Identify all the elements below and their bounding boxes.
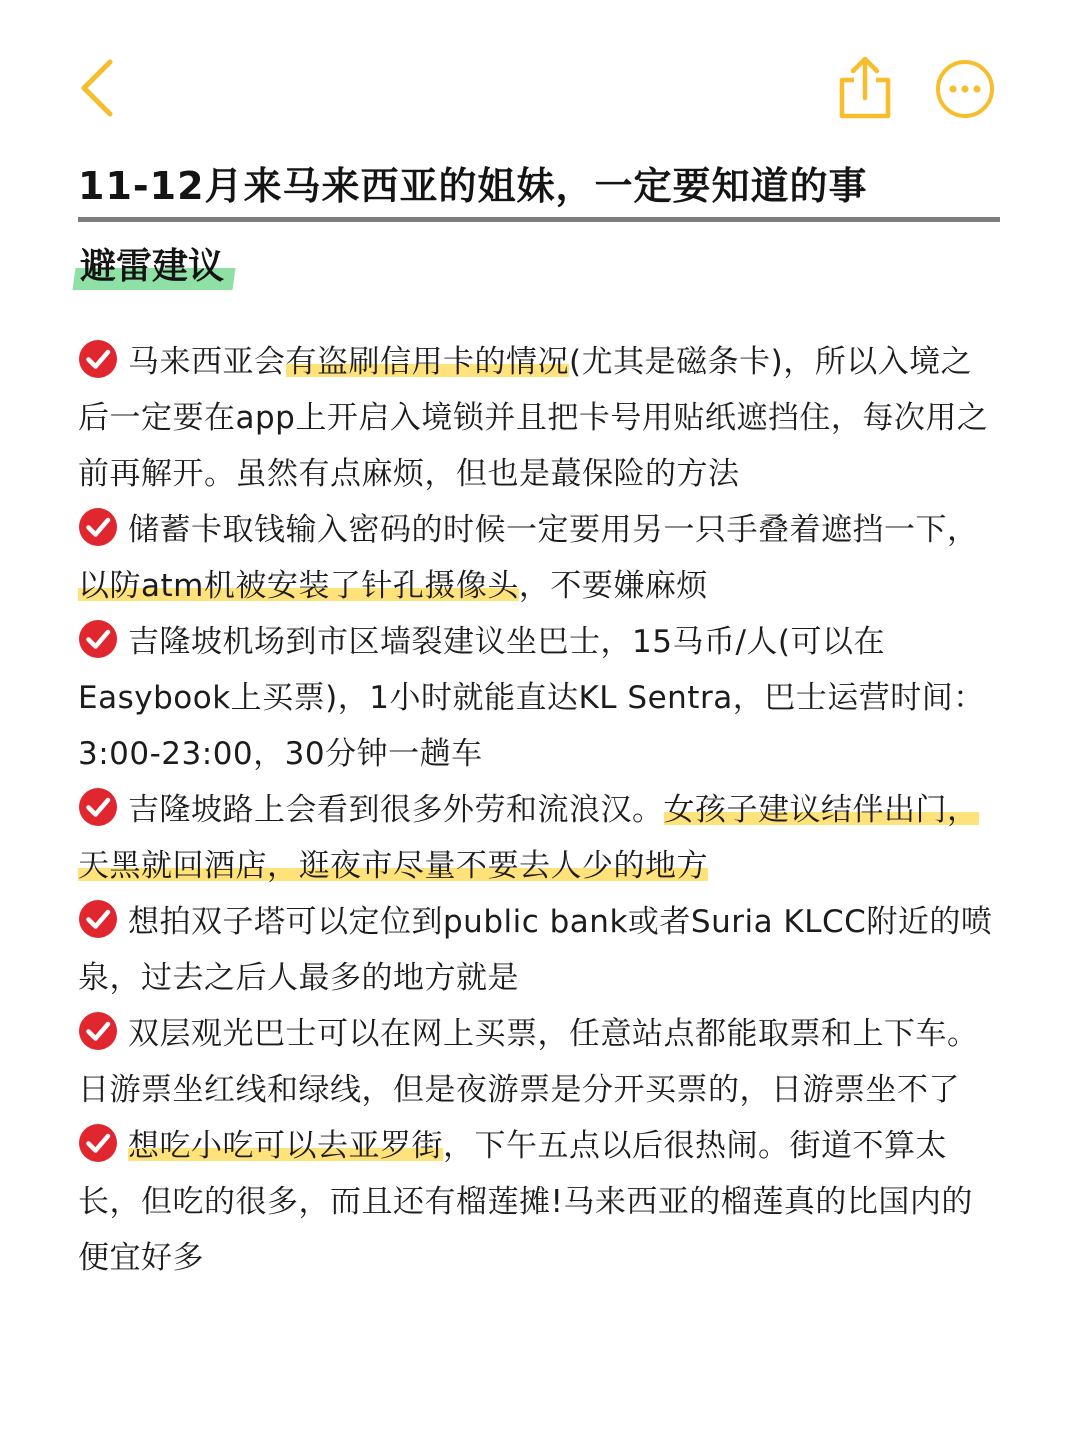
- top-nav-bar: [0, 0, 1080, 150]
- share-icon: [836, 54, 894, 120]
- tip-item: [78, 894, 1002, 1006]
- tip-text: ，不要嫌麻烦: [518, 568, 708, 604]
- tip-text: 吉隆坡路上会看到很多外劳和流浪汉。: [128, 792, 664, 828]
- tip-text: 吉隆坡机场到市区墙裂建议坐巴士，15马币/人(可以在Easybook上买票)，1小时就能直达KL Sentra，巴士运营时间：3:00-23:00，30分钟一趟车: [78, 624, 985, 772]
- section-tag-label: 避雷建议: [80, 246, 225, 287]
- tip-text: (尤其是磁条卡)，所以入境之后一定要在app上开启入境锁并且把卡号用贴纸遮挡住，每次用之前再解开。虽然有点麻烦，但也是蕞保险的方法: [78, 344, 989, 492]
- tip-highlight: 有盗刷信用卡的情况: [285, 344, 569, 380]
- check-circle-icon: [78, 899, 118, 939]
- check-circle-icon: [78, 1011, 118, 1051]
- check-circle-icon: [78, 619, 118, 659]
- chevron-left-icon: [74, 56, 122, 120]
- check-circle-icon: [78, 339, 118, 379]
- check-circle-icon: [78, 1123, 118, 1163]
- tip-text: 储蓄卡取钱输入密码的时候一定要用另一只手叠着遮挡一下，: [128, 512, 979, 548]
- title-divider: [78, 217, 1000, 222]
- check-circle-icon: [78, 507, 118, 547]
- back-button[interactable]: [74, 56, 122, 120]
- more-button[interactable]: [934, 58, 996, 120]
- tip-item: [78, 334, 1002, 502]
- tip-item: [78, 1006, 1002, 1118]
- page-title: 11-12月来马来西亚的姐妹，一定要知道的事: [78, 164, 868, 208]
- section-tag: [80, 242, 224, 292]
- tip-text: 马来西亚会: [128, 344, 286, 380]
- tip-item: [78, 1118, 1002, 1286]
- share-button[interactable]: [836, 54, 894, 120]
- tip-text: 想拍双子塔可以定位到public bank或者Suria KLCC附近的喷泉，过去之后人最多的地方就是: [78, 904, 993, 996]
- more-dots-icon: [934, 58, 996, 120]
- tips-list: [78, 334, 1002, 1286]
- tip-text: ，下午五点以后很热闹。街道不算太长，但吃的很多，而且还有榴莲摊!马来西亚的榴莲真的比国内的便宜好多: [78, 1128, 973, 1276]
- tip-highlight: 想吃小吃可以去亚罗街: [128, 1128, 443, 1164]
- tip-item: [78, 614, 1002, 782]
- tip-item: [78, 502, 1002, 614]
- tip-item: [78, 782, 1002, 894]
- check-circle-icon: [78, 787, 118, 827]
- tip-highlight: 女孩子建议结伴出门，天黑就回酒店，逛夜市尽量不要去人少的地方: [78, 792, 979, 884]
- tip-text: 双层观光巴士可以在网上买票，任意站点都能取票和上下车。日游票坐红线和绿线，但是夜游票是分开买票的，日游票坐不了: [78, 1016, 979, 1108]
- tip-highlight: 以防atm机被安装了针孔摄像头: [78, 568, 519, 604]
